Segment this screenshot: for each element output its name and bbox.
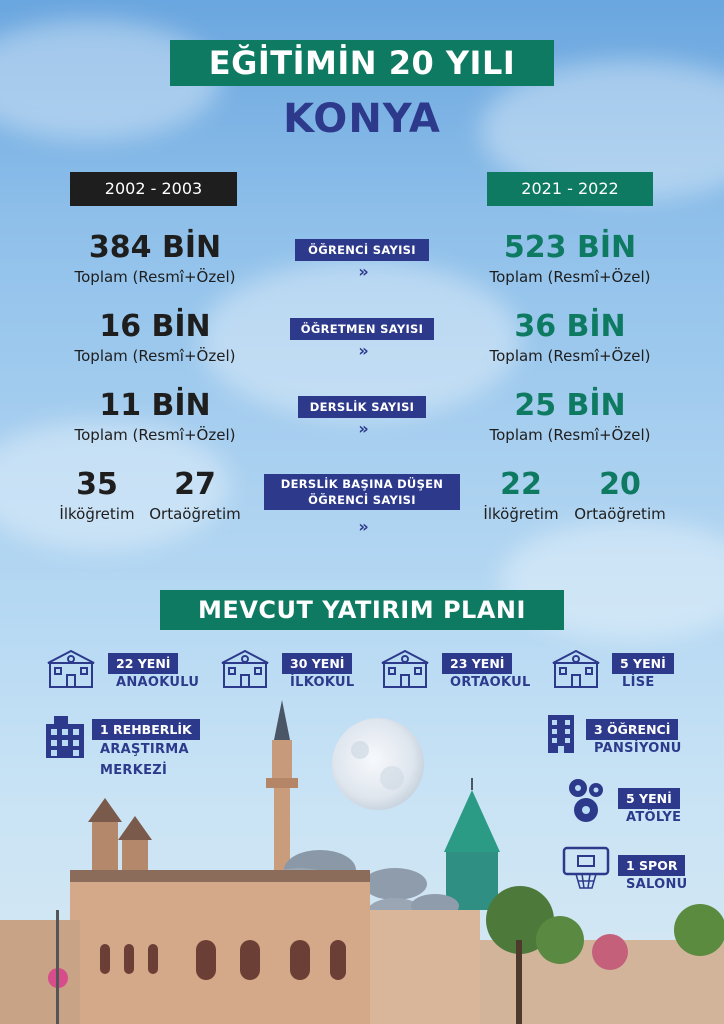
plan-text-gym: SALONU — [626, 877, 688, 892]
teachers-left-value: 16 BİN — [99, 309, 211, 344]
plan-badge-workshop: 5 YENİ — [618, 788, 680, 809]
city-name: KONYA — [283, 96, 441, 142]
plan-title: MEVCUT YATIRIM PLANI — [160, 590, 564, 630]
chevron-right-icon: » — [358, 262, 366, 281]
students-right-value: 523 BİN — [503, 230, 637, 265]
moon — [332, 718, 424, 810]
year-right-badge: 2021 - 2022 — [487, 172, 653, 206]
chevron-right-icon: » — [358, 419, 366, 438]
page-title: EĞİTİMİN 20 YILI — [170, 40, 554, 86]
plan-text-middle: ORTAOKUL — [450, 675, 531, 690]
per-class-label-line1: DERSLİK BAŞINA DÜŞEN — [280, 477, 444, 491]
classrooms-left-value: 11 BİN — [99, 388, 211, 423]
classrooms-right-value: 25 BİN — [514, 388, 626, 423]
classrooms-right-sub: Toplam (Resmî+Özel) — [489, 426, 651, 444]
plan-text-guidance-2: MERKEZİ — [100, 763, 168, 778]
secondary-left-value: 27 — [174, 467, 216, 502]
plan-badge-dorm: 3 ÖĞRENCİ — [586, 719, 678, 740]
chevron-right-icon: » — [358, 517, 366, 536]
teachers-right-value: 36 BİN — [514, 309, 626, 344]
classrooms-label: DERSLİK SAYISI — [298, 396, 426, 418]
primary-left-sub: İlköğretim — [59, 505, 135, 523]
students-left-value: 384 BİN — [88, 230, 222, 265]
basketball-hoop-icon — [562, 846, 610, 890]
school-building-icon — [378, 649, 432, 689]
students-left-sub: Toplam (Resmî+Özel) — [74, 268, 236, 286]
plan-text-dorm: PANSİYONU — [594, 741, 682, 756]
students-label: ÖĞRENCİ SAYISI — [295, 239, 429, 261]
classrooms-left-sub: Toplam (Resmî+Özel) — [74, 426, 236, 444]
primary-right-value: 22 — [500, 467, 542, 502]
plan-badge-gym: 1 SPOR — [618, 855, 685, 876]
teachers-right-sub: Toplam (Resmî+Özel) — [489, 347, 651, 365]
plan-badge-middle: 23 YENİ — [442, 653, 512, 674]
plan-badge-guidance: 1 REHBERLİK — [92, 719, 200, 740]
school-building-icon — [218, 649, 272, 689]
year-left-badge: 2002 - 2003 — [70, 172, 237, 206]
plan-text-kindergarten: ANAOKULU — [116, 675, 200, 690]
secondary-left-sub: Ortaöğretim — [149, 505, 241, 523]
office-building-icon — [44, 714, 86, 760]
secondary-right-sub: Ortaöğretim — [574, 505, 666, 523]
chevron-right-icon: » — [358, 341, 366, 360]
plan-text-highschool: LİSE — [622, 675, 655, 690]
gears-icon — [566, 776, 608, 826]
plan-text-guidance-1: ARAŞTIRMA — [100, 742, 189, 757]
teachers-label: ÖĞRETMEN SAYISI — [290, 318, 434, 340]
secondary-right-value: 20 — [599, 467, 641, 502]
dormitory-icon — [546, 713, 576, 755]
primary-left-value: 35 — [76, 467, 118, 502]
school-building-icon — [44, 649, 98, 689]
primary-right-sub: İlköğretim — [483, 505, 559, 523]
plan-text-primary: İLKOKUL — [290, 675, 355, 690]
plan-badge-highschool: 5 YENİ — [612, 653, 674, 674]
teachers-left-sub: Toplam (Resmî+Özel) — [74, 347, 236, 365]
plan-badge-primary: 30 YENİ — [282, 653, 352, 674]
plan-text-workshop: ATÖLYE — [626, 810, 682, 825]
per-class-label — [264, 474, 460, 510]
students-right-sub: Toplam (Resmî+Özel) — [489, 268, 651, 286]
school-building-icon — [549, 649, 603, 689]
plan-badge-kindergarten: 22 YENİ — [108, 653, 178, 674]
per-class-label-line2: ÖĞRENCİ SAYISI — [308, 493, 416, 507]
